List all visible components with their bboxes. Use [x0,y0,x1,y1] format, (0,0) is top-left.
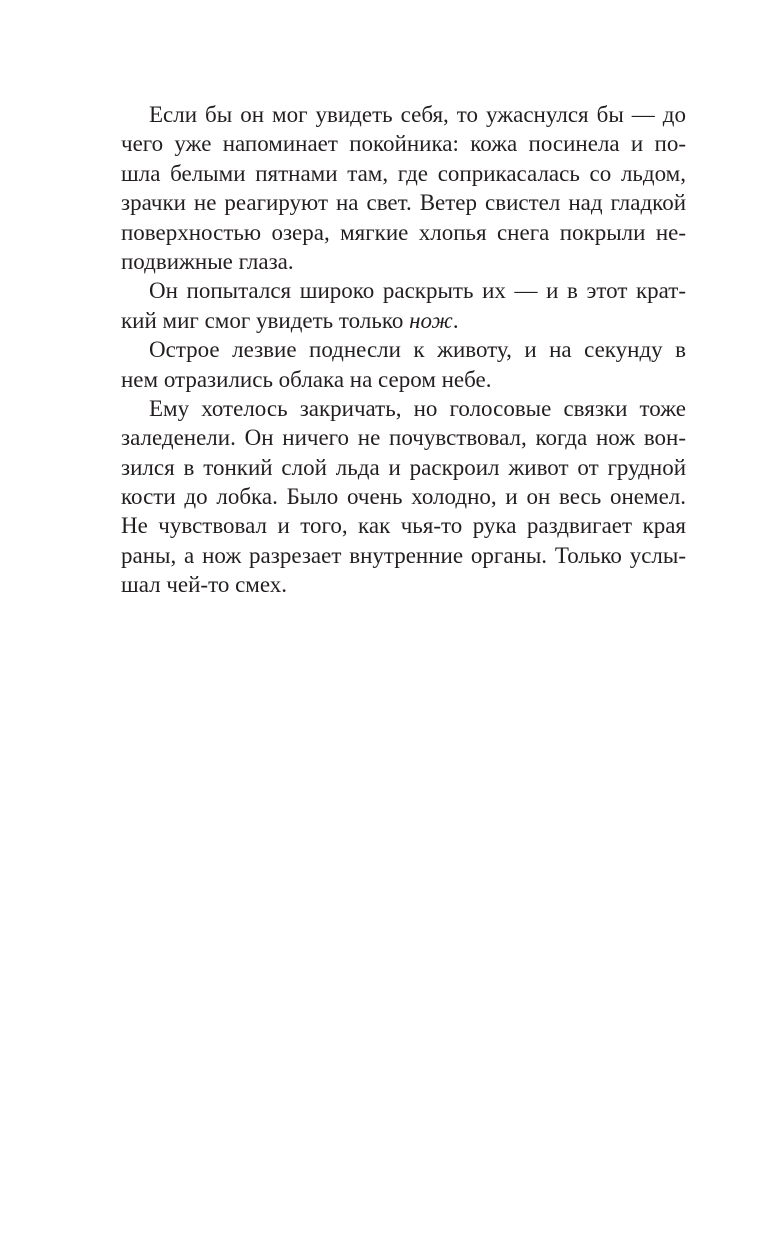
text-line: чего уже напоминает покойника: кожа посинела и по- [121,131,686,157]
text-line: зился в тонкий слой льда и раскроил живот от грудной [121,454,686,480]
text-line: Ему хотелось закричать, но голосовые связки тоже [149,395,686,421]
text-line: заледенели. Он ничего не почувствовал, когда нож вон- [121,425,686,451]
emphasized-word: нож [409,307,453,333]
paragraph-2 [121,276,686,335]
text-line: шал чей-то смех. [121,572,288,598]
text-line: Если бы он мог увидеть себя, то ужаснулся бы — до [149,102,686,127]
text-line: раны, а нож разрезает внутренние органы. Только услы- [121,542,686,568]
paragraph-3 [121,335,686,394]
text-line: зрачки не реагируют на свет. Ветер свистел над гладкой [121,190,686,216]
text-line: Он попытался широко раскрыть их — и в этот крат- [149,278,686,304]
text-line: шла белыми пятнами там, где соприкасалась со льдом, [121,160,686,186]
text-line: подвижные глаза. [121,248,294,274]
text-line: нем отразились облака на сером небе. [121,366,492,392]
paragraph-1 [121,100,686,276]
text-line: кости до лобка. Было очень холодно, и он весь онемел. [121,484,686,510]
text-fragment: . [452,307,459,333]
text-line: Острое лезвие поднесли к животу, и на секунду в [149,337,686,363]
paragraph-4 [121,394,686,600]
body-text [121,100,686,600]
text-line-with-emphasis [121,306,686,335]
text-fragment: кий миг смог увидеть только [121,307,410,333]
text-line: Не чувствовал и того, как чья-то рука раздвигает края [121,513,686,539]
text-line: поверхностью озера, мягкие хлопья снега покрыли не- [121,219,686,245]
